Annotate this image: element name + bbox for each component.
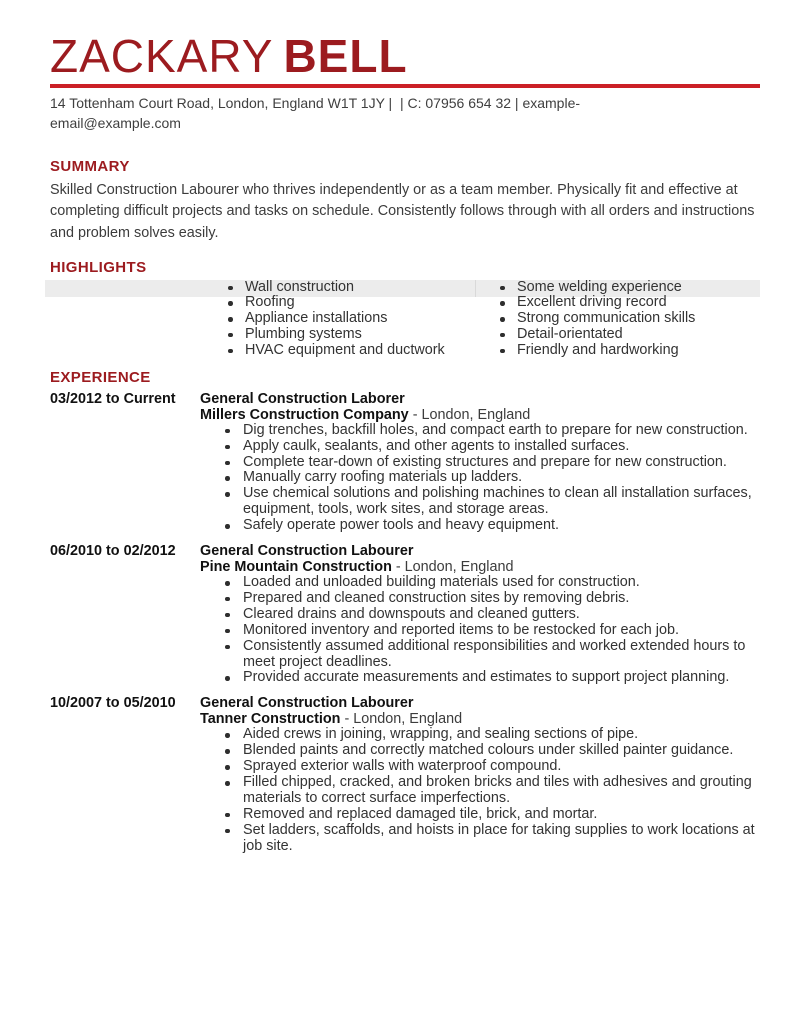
job-title: General Construction Labourer	[200, 543, 414, 560]
job-bullet-list	[200, 575, 755, 686]
job-bullet: Removed and replaced damaged tile, brick, and mortar.	[200, 807, 755, 823]
job-bullet: Use chemical solutions and polishing machines to clean all installation surfaces, equipment, tools, work sites, and storage areas.	[200, 486, 755, 518]
job-entry-tanner	[50, 695, 755, 854]
job-bullet: Monitored inventory and reported items to be restocked for each job.	[200, 623, 755, 639]
job-location: - London, England	[395, 559, 514, 576]
bullet-icon	[225, 476, 230, 481]
job-bullet: Filled chipped, cracked, and broken bricks and tiles with adhesives and grouting materials to correct surface imperfections.	[200, 775, 755, 807]
header-rule-divider	[50, 84, 760, 88]
job-company-line	[200, 559, 755, 575]
job-dates: 03/2012 to Current	[50, 390, 176, 407]
job-company: Tanner Construction	[200, 711, 341, 728]
job-title: General Construction Labourer	[200, 695, 414, 712]
summary-section	[50, 159, 755, 244]
bullet-icon	[225, 429, 230, 434]
highlight-item: Some welding experience	[497, 280, 760, 296]
candidate-name	[50, 30, 755, 82]
bullet-icon	[225, 645, 230, 650]
bullet-icon	[228, 301, 233, 306]
bullet-icon	[228, 317, 233, 322]
job-bullet: Sprayed exterior walls with waterproof compound.	[200, 759, 755, 775]
bullet-icon	[225, 749, 230, 754]
highlight-item: Wall construction	[225, 280, 497, 296]
resume-header	[50, 30, 755, 133]
highlights-column-1	[225, 280, 497, 359]
bullet-icon	[500, 317, 505, 322]
job-bullet: Blended paints and correctly matched colours under skilled painter guidance.	[200, 743, 755, 759]
bullet-icon	[225, 629, 230, 634]
highlight-item: Strong communication skills	[497, 311, 760, 327]
highlights-columns	[50, 280, 760, 359]
job-bullet: Set ladders, scaffolds, and hoists in place for taking supplies to work locations at job site.	[200, 823, 755, 855]
bullet-icon	[225, 813, 230, 818]
job-entry-pine-mountain	[50, 543, 755, 686]
contact-line: 14 Tottenham Court Road, London, England W1T 1JY | | C: 07956 654 32 | example-email@example.com	[50, 95, 581, 131]
job-bullet-list	[200, 423, 755, 534]
job-bullet: Safely operate power tools and heavy equipment.	[200, 518, 755, 534]
bullet-icon	[225, 524, 230, 529]
job-bullet: Consistently assumed additional responsibilities and worked extended hours to meet project deadlines.	[200, 639, 755, 671]
bullet-icon	[225, 492, 230, 497]
job-dates: 10/2007 to 05/2010	[50, 695, 176, 712]
job-location: - London, England	[412, 406, 531, 423]
highlight-item: Roofing	[225, 295, 497, 311]
highlight-item: Detail-orientated	[497, 327, 760, 343]
bullet-icon	[228, 349, 233, 354]
job-location: - London, England	[344, 711, 463, 728]
bullet-icon	[225, 445, 230, 450]
job-bullet-list	[200, 727, 755, 854]
highlight-item: Friendly and hardworking	[497, 343, 760, 359]
highlight-item: HVAC equipment and ductwork	[225, 343, 497, 359]
candidate-first-name: ZACKARY	[50, 30, 274, 82]
job-bullet: Provided accurate measurements and estimates to support project planning.	[200, 670, 755, 686]
bullet-icon	[225, 597, 230, 602]
bullet-icon	[225, 461, 230, 466]
job-company: Pine Mountain Construction	[200, 559, 392, 576]
job-company-line	[200, 711, 755, 727]
experience-section	[50, 370, 755, 854]
job-bullet: Complete tear-down of existing structures and prepare for new construction.	[200, 455, 755, 471]
highlights-column-2	[497, 280, 760, 359]
bullet-icon	[500, 349, 505, 354]
highlight-item: Plumbing systems	[225, 327, 497, 343]
bullet-icon	[225, 676, 230, 681]
job-bullet: Apply caulk, sealants, and other agents to installed surfaces.	[200, 439, 755, 455]
bullet-icon	[500, 333, 505, 338]
job-bullet: Aided crews in joining, wrapping, and sealing sections of pipe.	[200, 727, 755, 743]
job-bullet: Manually carry roofing materials up ladders.	[200, 470, 755, 486]
job-title: General Construction Laborer	[200, 390, 405, 407]
bullet-icon	[228, 333, 233, 338]
bullet-icon	[225, 581, 230, 586]
highlight-item: Appliance installations	[225, 311, 497, 327]
candidate-last-name: BELL	[283, 30, 408, 82]
job-bullet: Prepared and cleaned construction sites by removing debris.	[200, 591, 755, 607]
bullet-icon	[225, 613, 230, 618]
experience-heading: EXPERIENCE	[50, 369, 151, 387]
job-company-line	[200, 407, 755, 423]
highlight-item: Excellent driving record	[497, 295, 760, 311]
job-dates: 06/2010 to 02/2012	[50, 543, 176, 560]
highlights-heading: HIGHLIGHTS	[50, 259, 147, 277]
bullet-icon	[225, 733, 230, 738]
summary-text: Skilled Construction Labourer who thrives independently or as a team member. Physically fit and effective at completing difficult projects and tasks on schedule. Consistently follows through with all orders and instructions and problem solves easily.	[50, 181, 755, 241]
bullet-icon	[225, 765, 230, 770]
job-company: Millers Construction Company	[200, 406, 409, 423]
job-bullet: Dig trenches, backfill holes, and compact earth to prepare for new construction.	[200, 423, 755, 439]
job-bullet: Loaded and unloaded building materials used for construction.	[200, 575, 755, 591]
bullet-icon	[228, 286, 233, 291]
summary-heading: SUMMARY	[50, 158, 130, 176]
bullet-icon	[500, 301, 505, 306]
job-entry-millers	[50, 391, 755, 534]
highlights-section	[50, 260, 755, 358]
job-bullet: Cleared drains and downspouts and cleaned gutters.	[200, 607, 755, 623]
bullet-icon	[225, 781, 230, 786]
bullet-icon	[225, 829, 230, 834]
bullet-icon	[500, 286, 505, 291]
